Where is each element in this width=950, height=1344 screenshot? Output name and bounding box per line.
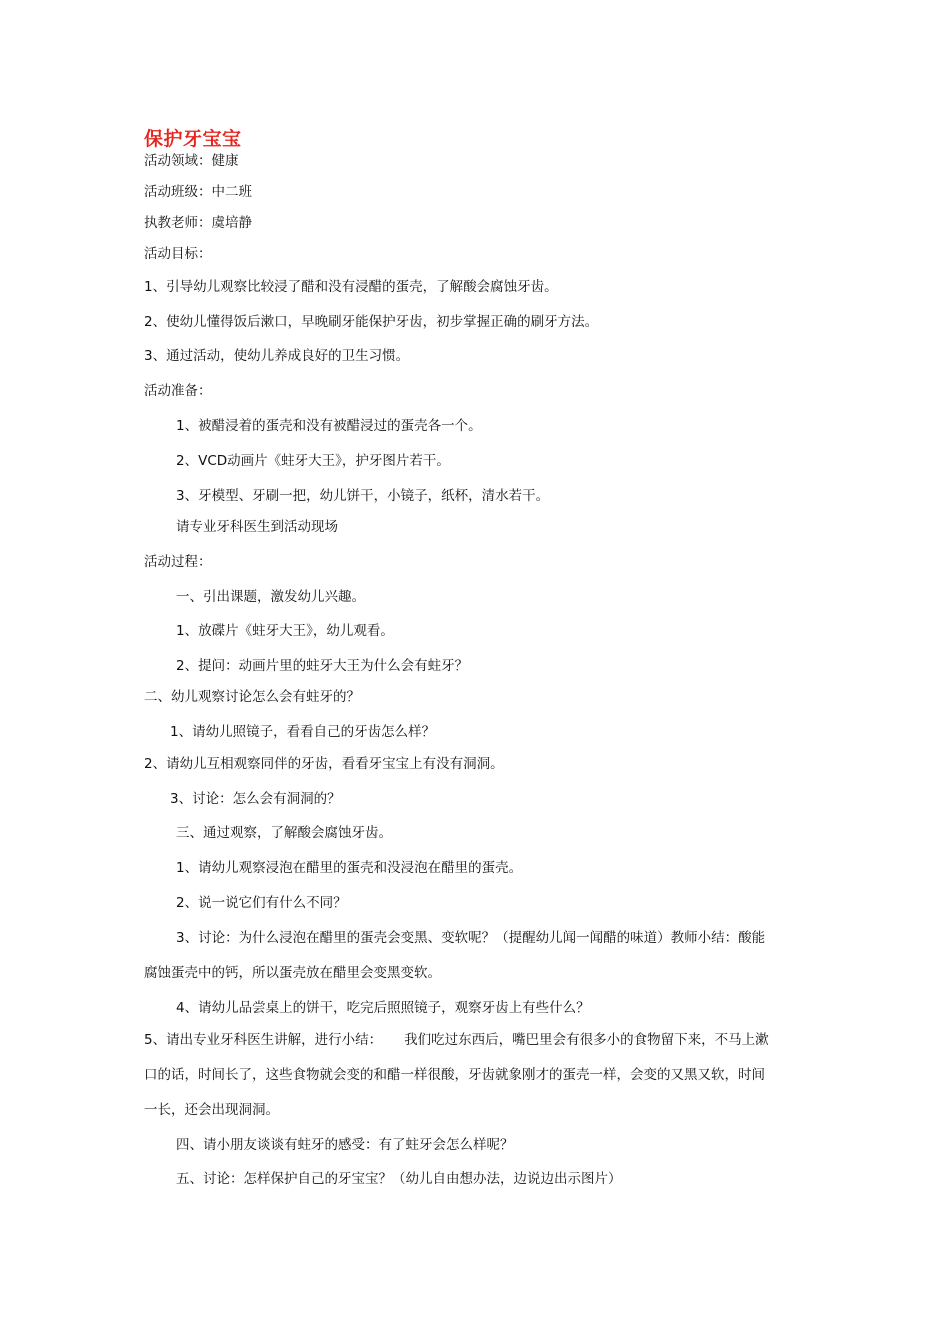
- document-title: 保护牙宝宝: [144, 128, 242, 150]
- goals-heading: 活动目标：: [144, 246, 212, 262]
- process-step: 二、幼儿观察讨论怎么会有蛀牙的？: [144, 689, 360, 705]
- process-step: 五、讨论：怎样保护自己的牙宝宝？（幼儿自由想办法，边说边出示图片）: [176, 1171, 622, 1187]
- prep-item: 1、被醋浸着的蛋壳和没有被醋浸过的蛋壳各一个。: [176, 418, 482, 434]
- meta-class: 活动班级：中二班: [144, 184, 252, 200]
- process-step: 1、请幼儿照镜子，看看自己的牙齿怎么样？: [170, 724, 436, 740]
- goal-item: 2、使幼儿懂得饭后漱口，早晚刷牙能保护牙齿，初步掌握正确的刷牙方法。: [144, 314, 599, 330]
- process-step: 一、引出课题，激发幼儿兴趣。: [176, 589, 365, 605]
- process-step-summary: [144, 1031, 769, 1049]
- process-heading: 活动过程：: [144, 554, 212, 570]
- process-step: 2、请幼儿互相观察同伴的牙齿，看看牙宝宝上有没有洞洞。: [144, 756, 504, 772]
- process-step-continued: 腐蚀蛋壳中的钙，所以蛋壳放在醋里会变黑变软。: [144, 965, 441, 981]
- process-step: 1、请幼儿观察浸泡在醋里的蛋壳和没浸泡在醋里的蛋壳。: [176, 860, 523, 876]
- prep-item: 3、牙模型、牙刷一把，幼儿饼干，小镜子，纸杯，清水若干。: [176, 488, 550, 504]
- process-step: 2、提问：动画片里的蛀牙大王为什么会有蛀牙？: [176, 658, 469, 674]
- process-step: 2、说一说它们有什么不同？: [176, 895, 347, 911]
- process-step: 三、通过观察，了解酸会腐蚀牙齿。: [176, 825, 392, 841]
- goal-item: 3、通过活动，使幼儿养成良好的卫生习惯。: [144, 348, 410, 364]
- summary-lead: 5、请出专业牙科医生讲解，进行小结：: [144, 1032, 383, 1048]
- prep-heading: 活动准备：: [144, 383, 212, 399]
- meta-domain: 活动领域：健康: [144, 153, 239, 169]
- summary-text: 我们吃过东西后，嘴巴里会有很多小的食物留下来，不马上漱: [404, 1032, 769, 1048]
- process-step: 4、请幼儿品尝桌上的饼干，吃完后照照镜子，观察牙齿上有些什么？: [176, 1000, 590, 1016]
- process-step-continued: 一长，还会出现洞洞。: [144, 1102, 279, 1118]
- process-step: 四、请小朋友谈谈有蛀牙的感受：有了蛀牙会怎么样呢？: [176, 1137, 514, 1153]
- process-step-continued: 口的话，时间长了，这些食物就会变的和醋一样很酸，牙齿就象刚才的蛋壳一样，会变的又黑又软，时间: [144, 1067, 765, 1083]
- process-step: 3、讨论：为什么浸泡在醋里的蛋壳会变黑、变软呢？（提醒幼儿闻一闻醋的味道）教师小结：酸能: [176, 930, 766, 946]
- process-step: 1、放碟片《蛀牙大王》，幼儿观看。: [176, 623, 394, 639]
- prep-item: 2、VCD动画片《蛀牙大王》，护牙图片若干。: [176, 453, 450, 469]
- prep-item: 请专业牙科医生到活动现场: [176, 519, 338, 535]
- meta-teacher: 执教老师：虞培静: [144, 215, 252, 231]
- goal-item: 1、引导幼儿观察比较浸了醋和没有浸醋的蛋壳，了解酸会腐蚀牙齿。: [144, 279, 558, 295]
- process-step: 3、讨论：怎么会有洞洞的？: [170, 791, 341, 807]
